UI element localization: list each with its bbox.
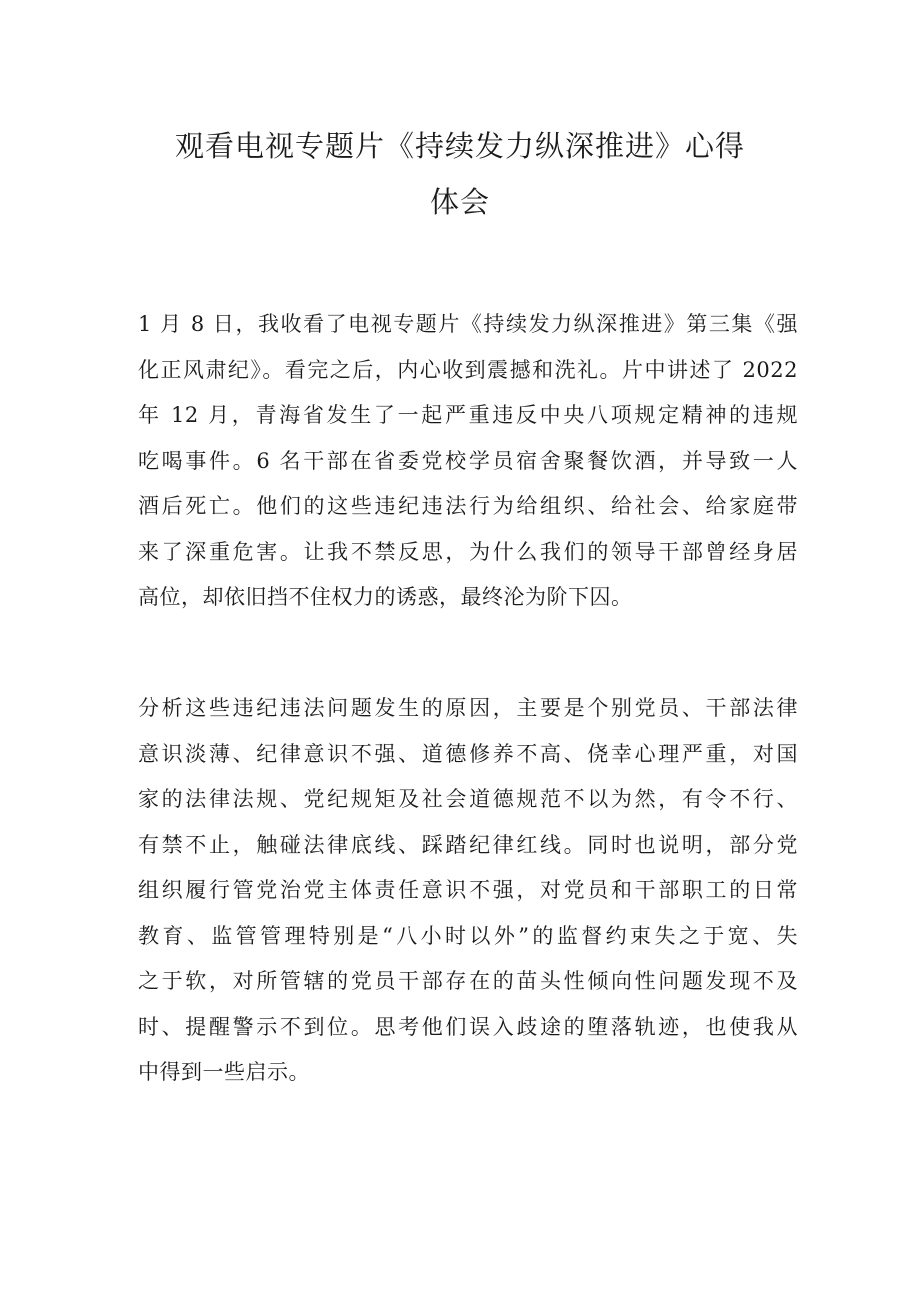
paragraph-line: 家的法律法规、党纪规矩及社会道德规范不以为然，有令不行、 <box>138 787 798 811</box>
paragraph-line: 酒后死亡。他们的这些违纪违法行为给组织、给社会、给家庭带 <box>138 494 798 518</box>
paragraph-line: 中得到一些启示。 <box>138 1060 310 1084</box>
paragraph-line: 分析这些违纪违法问题发生的原因，主要是个别党员、干部法律 <box>138 696 798 720</box>
title-line: 观看电视专题片《持续发力纵深推进》心得 <box>174 129 745 163</box>
title-line: 体会 <box>429 185 490 219</box>
paragraph-line: 时、提醒警示不到位。思考他们误入歧途的堕落轨迹，也使我从 <box>138 1014 798 1039</box>
paragraph-line: 年 12 月，青海省发生了一起严重违反中央八项规定精神的违规 <box>138 403 798 427</box>
paragraph-line: 有禁不止，触碰法律底线、踩踏纪律红线。同时也说明，部分党 <box>138 832 798 857</box>
paragraph-line: 意识淡薄、纪律意识不强、道德修养不高、侥幸心理严重，对国 <box>138 741 798 766</box>
paragraph-line: 高位，却依旧挡不住权力的诱惑，最终沦为阶下囚。 <box>138 585 633 609</box>
paragraph-line: 来了深重危害。让我不禁反思，为什么我们的领导干部曾经身居 <box>138 539 798 564</box>
paragraph-line: 化正风肃纪》。看完之后，内心收到震撼和洗礼。片中讲述了 2022 <box>138 357 798 382</box>
paragraph-1 <box>138 302 798 621</box>
paragraph-line: 之于软，对所管辖的党员干部存在的苗头性倾向性问题发现不及 <box>138 969 798 993</box>
paragraph-line: 1 月 8 日，我收看了电视专题片《持续发力纵深推进》第三集《强 <box>138 312 798 336</box>
document-title <box>130 118 790 230</box>
paragraph-2 <box>138 686 798 1096</box>
paragraph-line: 教育、监管管理特别是“八小时以外”的监督约束失之于宽、失 <box>138 923 798 948</box>
paragraph-line: 组织履行管党治党主体责任意识不强，对党员和干部职工的日常 <box>138 878 798 902</box>
paragraph-line: 吃喝事件。6 名干部在省委党校学员宿舍聚餐饮酒，并导致一人 <box>138 448 798 473</box>
